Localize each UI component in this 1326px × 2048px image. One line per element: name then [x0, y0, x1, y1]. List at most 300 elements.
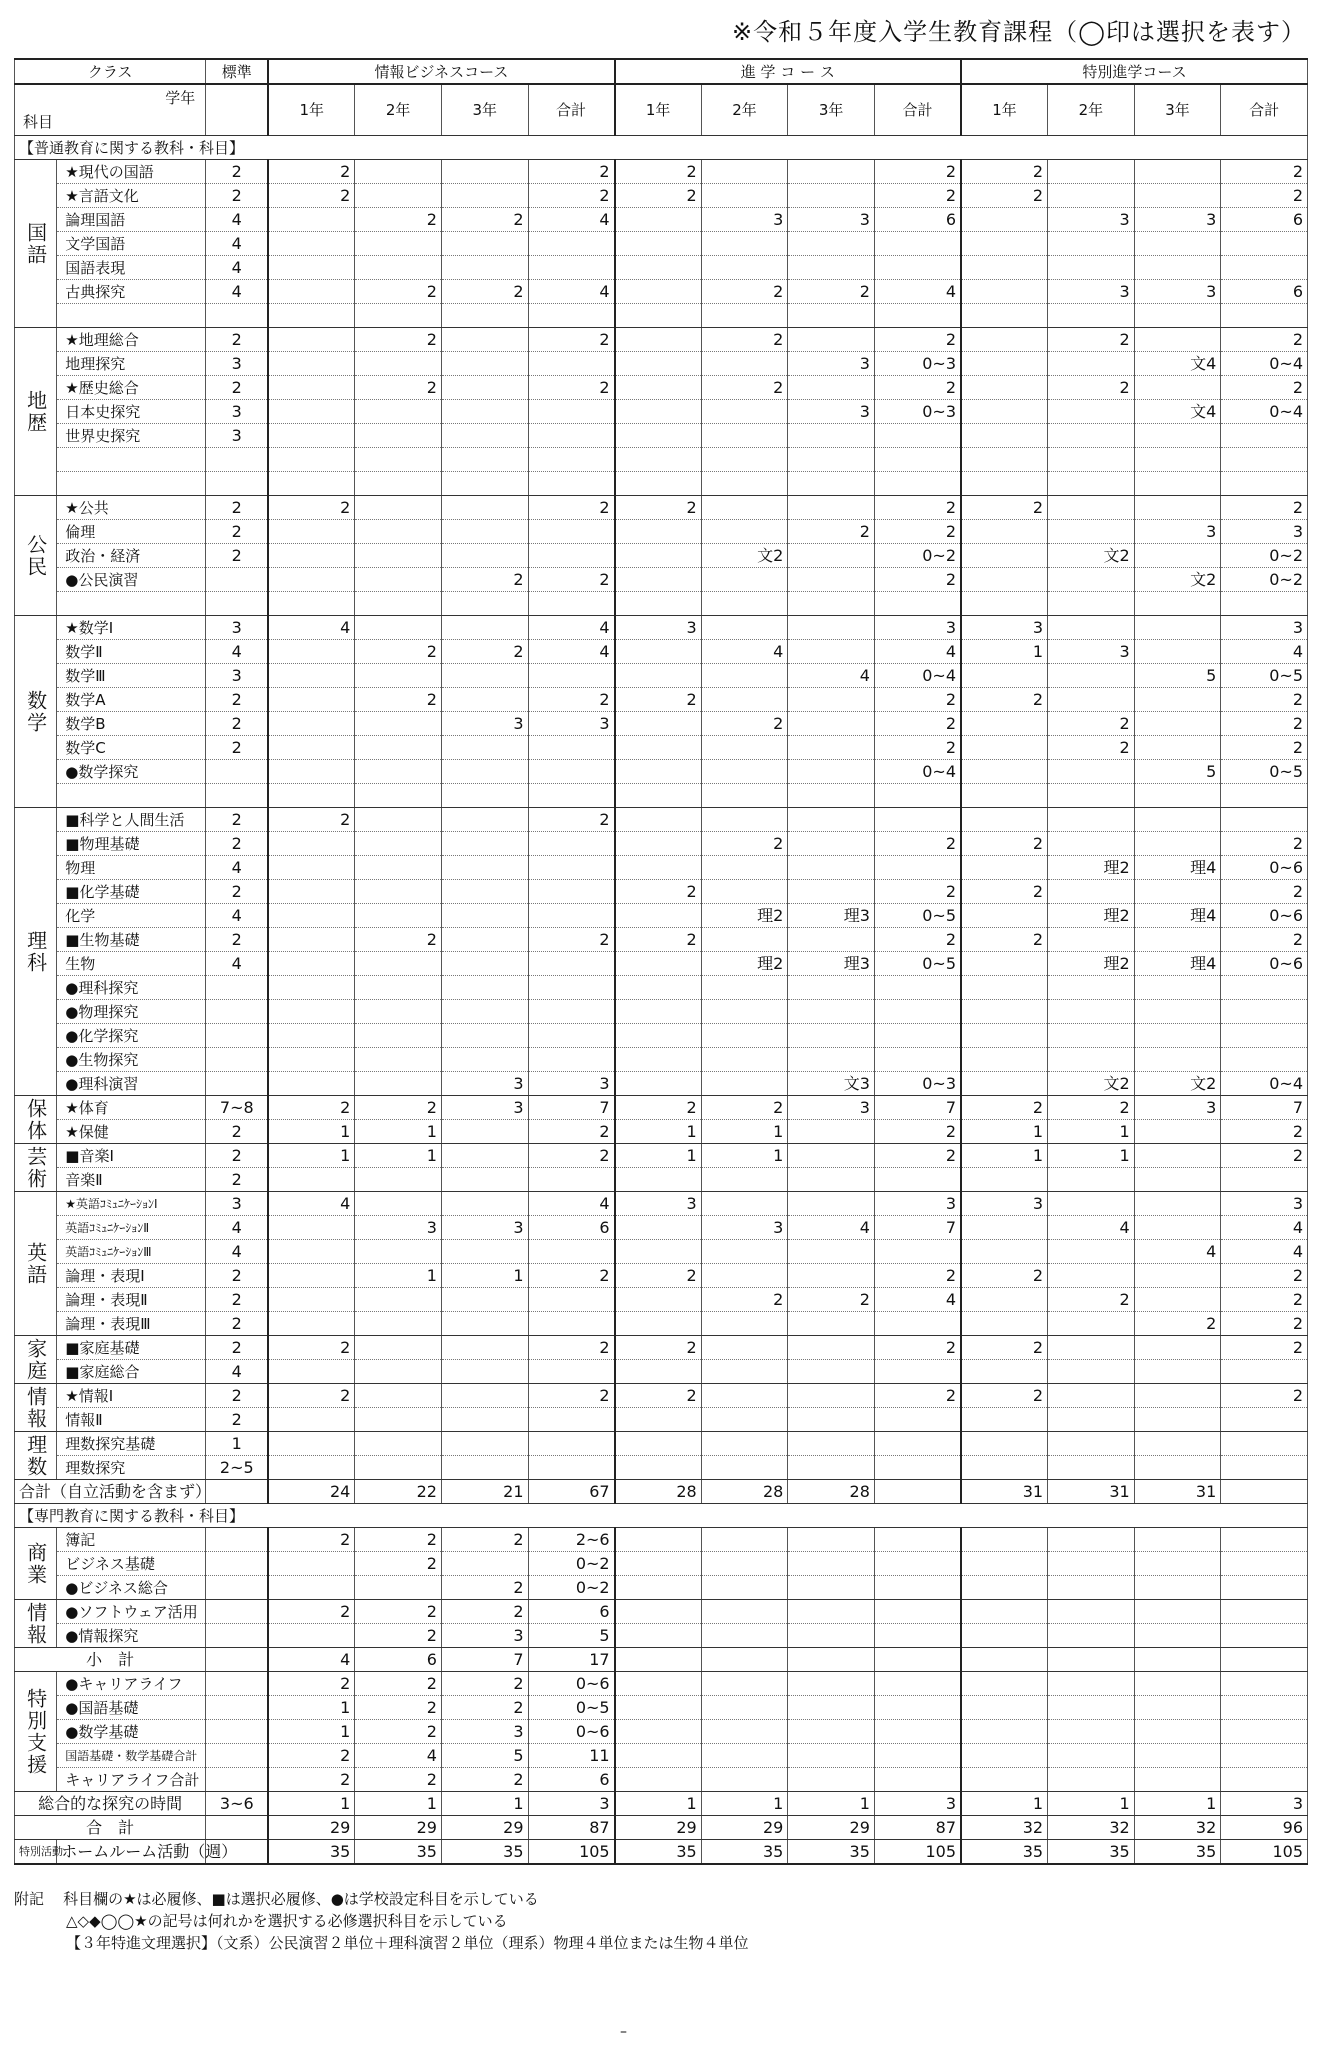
- credit-cell: [788, 544, 875, 568]
- credit-cell: [788, 1696, 875, 1720]
- year-1: 1年: [268, 84, 355, 136]
- credit-cell: [701, 808, 788, 832]
- credit-cell: [1134, 1696, 1221, 1720]
- credit-cell: [874, 1312, 961, 1336]
- credit-cell: 2: [615, 1264, 702, 1288]
- subject-label: 科目: [23, 113, 54, 131]
- credit-cell: [355, 448, 442, 472]
- credit-cell: 1: [961, 1792, 1048, 1816]
- credit-cell: 0~4: [874, 760, 961, 784]
- credit-cell: 2: [1221, 496, 1308, 520]
- section-special: [15, 1504, 1308, 1528]
- credit-cell: [615, 976, 702, 1000]
- year-3: 3年: [441, 84, 528, 136]
- credit-cell: 1: [1048, 1120, 1135, 1144]
- credit-cell: 3: [528, 1792, 615, 1816]
- credit-cell: 文2: [1134, 568, 1221, 592]
- credit-cell: [615, 1672, 702, 1696]
- credit-cell: [615, 1408, 702, 1432]
- credit-cell: 7: [1221, 1096, 1308, 1120]
- credit-cell: [874, 256, 961, 280]
- credit-cell: [1134, 640, 1221, 664]
- standard-credits: [206, 1528, 268, 1552]
- total-label: 小 計: [15, 1648, 206, 1672]
- subject-row: [15, 256, 1308, 280]
- credit-cell: 1: [1134, 1792, 1221, 1816]
- subject-name: ★公共: [57, 496, 206, 520]
- credit-cell: [788, 1024, 875, 1048]
- subject-name: 理数探究基礎: [57, 1432, 206, 1456]
- subject-row: [15, 832, 1308, 856]
- year-3: 3年: [1134, 84, 1221, 136]
- credit-cell: 2: [874, 688, 961, 712]
- credit-cell: [355, 1360, 442, 1384]
- credit-cell: [961, 592, 1048, 616]
- credit-cell: [441, 832, 528, 856]
- credit-cell: 32: [1134, 1816, 1221, 1840]
- credit-cell: [788, 1264, 875, 1288]
- credit-cell: [441, 1240, 528, 1264]
- credit-cell: 29: [268, 1816, 355, 1840]
- subject-row: [15, 760, 1308, 784]
- credit-cell: 1: [788, 1792, 875, 1816]
- credit-cell: 2: [1221, 1336, 1308, 1360]
- credit-cell: [441, 1384, 528, 1408]
- credit-cell: 2: [355, 328, 442, 352]
- credit-cell: [961, 256, 1048, 280]
- note-3: 【３年特進文理選択】（文系）公民演習２単位＋理科演習２単位（理系）物理４単位または生物４単位: [66, 1934, 749, 1952]
- credit-cell: [441, 376, 528, 400]
- subject-name: 音楽Ⅱ: [57, 1168, 206, 1192]
- credit-cell: [528, 760, 615, 784]
- credit-cell: 0~5: [1221, 664, 1308, 688]
- credit-cell: [528, 304, 615, 328]
- credit-cell: 7: [441, 1648, 528, 1672]
- credit-cell: 2: [441, 280, 528, 304]
- credit-cell: [701, 400, 788, 424]
- credit-cell: [441, 1000, 528, 1024]
- credit-cell: [355, 568, 442, 592]
- credit-cell: [1134, 1024, 1221, 1048]
- credit-cell: [615, 1024, 702, 1048]
- credit-cell: [1221, 1360, 1308, 1384]
- standard-credits: [206, 1768, 268, 1792]
- standard-credits: [206, 1024, 268, 1048]
- credit-cell: 35: [701, 1840, 788, 1865]
- standard-credits: [206, 448, 268, 472]
- standard-credits: 2: [206, 1408, 268, 1432]
- subject-name: 政治・経済: [57, 544, 206, 568]
- credit-cell: 1: [615, 1144, 702, 1168]
- credit-cell: [441, 496, 528, 520]
- curriculum-table: [14, 58, 1308, 1865]
- year-total: 合計: [528, 84, 615, 136]
- credit-cell: 2: [268, 1336, 355, 1360]
- blank-row: [15, 448, 1308, 472]
- credit-cell: [961, 1744, 1048, 1768]
- credit-cell: [874, 1720, 961, 1744]
- credit-cell: 3: [788, 400, 875, 424]
- credit-cell: [1134, 1048, 1221, 1072]
- credit-cell: [1134, 448, 1221, 472]
- credit-cell: [1048, 664, 1135, 688]
- credit-cell: 2: [874, 568, 961, 592]
- credit-cell: 文2: [1048, 1072, 1135, 1096]
- credit-cell: 3: [788, 208, 875, 232]
- credit-cell: [355, 616, 442, 640]
- year-label: 学年: [165, 89, 196, 107]
- credit-cell: 29: [615, 1816, 702, 1840]
- credit-cell: 2: [441, 208, 528, 232]
- subject-row: [15, 1408, 1308, 1432]
- credit-cell: [615, 760, 702, 784]
- credit-cell: [355, 544, 442, 568]
- standard-credits: 2: [206, 544, 268, 568]
- subject-name: [57, 592, 206, 616]
- credit-cell: [788, 592, 875, 616]
- credit-cell: [615, 376, 702, 400]
- credit-cell: 2: [961, 880, 1048, 904]
- subject-name: 物理: [57, 856, 206, 880]
- credit-cell: 2: [528, 1264, 615, 1288]
- credit-cell: 1: [355, 1264, 442, 1288]
- credit-cell: 2: [961, 1336, 1048, 1360]
- credit-cell: 1: [615, 1792, 702, 1816]
- subject-name: 論理・表現Ⅱ: [57, 1288, 206, 1312]
- tokkatsu-label: 特別活動: [15, 1840, 57, 1865]
- section-general-label: 【普通教育に関する教科・科目】: [15, 136, 1308, 160]
- credit-cell: [874, 1624, 961, 1648]
- subject-name: ★歴史総合: [57, 376, 206, 400]
- credit-cell: [788, 880, 875, 904]
- credit-cell: [355, 592, 442, 616]
- credit-cell: 4: [528, 640, 615, 664]
- credit-cell: [1048, 1600, 1135, 1624]
- credit-cell: [788, 1744, 875, 1768]
- credit-cell: 2: [874, 1264, 961, 1288]
- standard-credits: 4: [206, 256, 268, 280]
- year-2: 2年: [1048, 84, 1135, 136]
- credit-cell: [1048, 1696, 1135, 1720]
- credit-cell: [615, 352, 702, 376]
- credit-cell: [528, 976, 615, 1000]
- credit-cell: [1134, 1528, 1221, 1552]
- subject-row: [15, 928, 1308, 952]
- year-1: 1年: [615, 84, 702, 136]
- credit-cell: [1048, 1048, 1135, 1072]
- credit-cell: 4: [355, 1744, 442, 1768]
- subject-row: [15, 1816, 1308, 1840]
- category-tokubetsu: 特別支援: [15, 1672, 57, 1792]
- standard-credits: 4: [206, 952, 268, 976]
- credit-cell: [615, 1552, 702, 1576]
- standard-credits: 1: [206, 1432, 268, 1456]
- credit-cell: [528, 1000, 615, 1024]
- credit-cell: [1221, 472, 1308, 496]
- credit-cell: [701, 1408, 788, 1432]
- credit-cell: 0~6: [1221, 904, 1308, 928]
- credit-cell: [441, 472, 528, 496]
- credit-cell: [874, 1480, 961, 1504]
- credit-cell: [615, 640, 702, 664]
- credit-cell: 4: [1221, 1240, 1308, 1264]
- credit-cell: [355, 1072, 442, 1096]
- credit-cell: [961, 1048, 1048, 1072]
- credit-cell: 2: [355, 1600, 442, 1624]
- credit-cell: [1048, 1264, 1135, 1288]
- credit-cell: [1134, 256, 1221, 280]
- credit-cell: [701, 1312, 788, 1336]
- credit-cell: 29: [441, 1816, 528, 1840]
- credit-cell: 28: [701, 1480, 788, 1504]
- credit-cell: [701, 856, 788, 880]
- course-header-1: 情報ビジネスコース: [268, 59, 614, 84]
- credit-cell: [1134, 1288, 1221, 1312]
- credit-cell: [441, 424, 528, 448]
- credit-cell: 4: [874, 640, 961, 664]
- standard-credits: 2: [206, 496, 268, 520]
- credit-cell: 0~6: [1221, 856, 1308, 880]
- subject-name: ★情報Ⅰ: [57, 1384, 206, 1408]
- credit-cell: 96: [1221, 1816, 1308, 1840]
- subject-row: [15, 1360, 1308, 1384]
- standard-credits: 2: [206, 880, 268, 904]
- subject-row: [15, 952, 1308, 976]
- credit-cell: [874, 448, 961, 472]
- credit-cell: [441, 328, 528, 352]
- credit-cell: [441, 1144, 528, 1168]
- credit-cell: [961, 808, 1048, 832]
- credit-cell: [1048, 496, 1135, 520]
- credit-cell: 105: [874, 1840, 961, 1865]
- credit-cell: [615, 856, 702, 880]
- subject-row: [15, 1144, 1308, 1168]
- credit-cell: [441, 1432, 528, 1456]
- credit-cell: 2: [355, 1696, 442, 1720]
- standard-credits: 2: [206, 1168, 268, 1192]
- credit-cell: [615, 1240, 702, 1264]
- credit-cell: [355, 1168, 442, 1192]
- credit-cell: [355, 976, 442, 1000]
- standard-credits: [206, 1000, 268, 1024]
- subject-name: 数学Ⅱ: [57, 640, 206, 664]
- credit-cell: 2: [701, 1096, 788, 1120]
- credit-cell: [788, 568, 875, 592]
- credit-cell: [1048, 352, 1135, 376]
- credit-cell: 2: [268, 496, 355, 520]
- credit-cell: 2: [268, 1672, 355, 1696]
- credit-cell: [874, 424, 961, 448]
- credit-cell: [615, 304, 702, 328]
- credit-cell: [1221, 1624, 1308, 1648]
- credit-cell: [1048, 1456, 1135, 1480]
- credit-cell: 2: [961, 1264, 1048, 1288]
- credit-cell: 1: [961, 1120, 1048, 1144]
- credit-cell: [961, 520, 1048, 544]
- credit-cell: [1221, 1000, 1308, 1024]
- credit-cell: [441, 880, 528, 904]
- subject-row: [15, 1768, 1308, 1792]
- credit-cell: [268, 472, 355, 496]
- credit-cell: [1048, 1432, 1135, 1456]
- credit-cell: [268, 328, 355, 352]
- year-total: 合計: [1221, 84, 1308, 136]
- class-header: クラス: [15, 59, 206, 84]
- credit-cell: 1: [1048, 1144, 1135, 1168]
- subject-name: ●物理探究: [57, 1000, 206, 1024]
- credit-cell: [355, 1192, 442, 1216]
- credit-cell: [788, 1000, 875, 1024]
- credit-cell: [1134, 1552, 1221, 1576]
- credit-cell: [1134, 424, 1221, 448]
- credit-cell: [1221, 1720, 1308, 1744]
- credit-cell: 2: [528, 376, 615, 400]
- credit-cell: [701, 1264, 788, 1288]
- credit-cell: [268, 544, 355, 568]
- credit-cell: [268, 712, 355, 736]
- standard-credits: [206, 1648, 268, 1672]
- credit-cell: 2: [1221, 880, 1308, 904]
- credit-cell: [788, 1768, 875, 1792]
- credit-cell: [1048, 400, 1135, 424]
- standard-credits: 4: [206, 1360, 268, 1384]
- credit-cell: [528, 1432, 615, 1456]
- credit-cell: [441, 256, 528, 280]
- subject-name: 数学C: [57, 736, 206, 760]
- credit-cell: [528, 736, 615, 760]
- credit-cell: [1134, 976, 1221, 1000]
- credit-cell: [268, 1456, 355, 1480]
- credit-cell: [1221, 1768, 1308, 1792]
- credit-cell: 1: [355, 1120, 442, 1144]
- credit-cell: [1134, 1768, 1221, 1792]
- standard-credits: 4: [206, 856, 268, 880]
- subject-name: ●理科探究: [57, 976, 206, 1000]
- credit-cell: 2: [1221, 376, 1308, 400]
- credit-cell: [701, 1384, 788, 1408]
- credit-cell: [874, 784, 961, 808]
- credit-cell: [355, 520, 442, 544]
- subject-row: [15, 160, 1308, 184]
- credit-cell: [268, 376, 355, 400]
- credit-cell: [441, 1312, 528, 1336]
- credit-cell: [788, 1168, 875, 1192]
- credit-cell: 4: [528, 616, 615, 640]
- credit-cell: [701, 1624, 788, 1648]
- credit-cell: 2: [1048, 736, 1135, 760]
- credit-cell: [268, 448, 355, 472]
- credit-cell: [1221, 1432, 1308, 1456]
- credit-cell: 2: [268, 1768, 355, 1792]
- credit-cell: [1221, 1168, 1308, 1192]
- subject-row: [15, 1744, 1308, 1768]
- credit-cell: [355, 1240, 442, 1264]
- credit-cell: [528, 1408, 615, 1432]
- credit-cell: [528, 832, 615, 856]
- standard-credits: [206, 304, 268, 328]
- credit-cell: [441, 664, 528, 688]
- credit-cell: 2: [1221, 1384, 1308, 1408]
- subject-name: 化学: [57, 904, 206, 928]
- credit-cell: [701, 688, 788, 712]
- credit-cell: [701, 1024, 788, 1048]
- credit-cell: 文4: [1134, 400, 1221, 424]
- credit-cell: 2: [701, 712, 788, 736]
- credit-cell: 21: [441, 1480, 528, 1504]
- credit-cell: [528, 952, 615, 976]
- credit-cell: [1134, 592, 1221, 616]
- credit-cell: [1134, 376, 1221, 400]
- credit-cell: [874, 304, 961, 328]
- credit-cell: 2: [1221, 928, 1308, 952]
- credit-cell: 0~2: [1221, 568, 1308, 592]
- credit-cell: 文2: [1134, 1072, 1221, 1096]
- credit-cell: 0~2: [1221, 544, 1308, 568]
- subject-name: [57, 472, 206, 496]
- credit-cell: 2: [528, 568, 615, 592]
- credit-cell: [961, 904, 1048, 928]
- credit-cell: [528, 1288, 615, 1312]
- credit-cell: [874, 1408, 961, 1432]
- credit-cell: [788, 328, 875, 352]
- credit-cell: 5: [441, 1744, 528, 1768]
- credit-cell: [1134, 1216, 1221, 1240]
- credit-cell: 2: [441, 568, 528, 592]
- credit-cell: [441, 1048, 528, 1072]
- credit-cell: [441, 592, 528, 616]
- credit-cell: [615, 448, 702, 472]
- subject-row: [15, 1672, 1308, 1696]
- credit-cell: [1134, 1264, 1221, 1288]
- credit-cell: [268, 1216, 355, 1240]
- credit-cell: 31: [961, 1480, 1048, 1504]
- credit-cell: [268, 1000, 355, 1024]
- credit-cell: 2: [615, 1096, 702, 1120]
- credit-cell: 35: [355, 1840, 442, 1865]
- subject-name: ●理科演習: [57, 1072, 206, 1096]
- credit-cell: 2: [355, 1720, 442, 1744]
- credit-cell: 28: [788, 1480, 875, 1504]
- credit-cell: [1134, 184, 1221, 208]
- credit-cell: [355, 352, 442, 376]
- credit-cell: [874, 1600, 961, 1624]
- subject-name: 世界史探究: [57, 424, 206, 448]
- credit-cell: [615, 1072, 702, 1096]
- credit-cell: [874, 808, 961, 832]
- credit-cell: [441, 184, 528, 208]
- standard-credits: 3: [206, 1192, 268, 1216]
- credit-cell: 3: [441, 1096, 528, 1120]
- credit-cell: [355, 952, 442, 976]
- credit-cell: 2: [961, 496, 1048, 520]
- credit-cell: [1048, 616, 1135, 640]
- credit-cell: [788, 1528, 875, 1552]
- credit-cell: [1134, 1120, 1221, 1144]
- credit-cell: [528, 904, 615, 928]
- credit-cell: 理4: [1134, 952, 1221, 976]
- credit-cell: [874, 1168, 961, 1192]
- credit-cell: [615, 712, 702, 736]
- credit-cell: [615, 472, 702, 496]
- subject-name: ★現代の国語: [57, 160, 206, 184]
- credit-cell: [268, 1048, 355, 1072]
- credit-cell: [441, 952, 528, 976]
- credit-cell: [1048, 184, 1135, 208]
- credit-cell: 2: [355, 640, 442, 664]
- credit-cell: [788, 784, 875, 808]
- credit-cell: 6: [1221, 208, 1308, 232]
- credit-cell: [441, 856, 528, 880]
